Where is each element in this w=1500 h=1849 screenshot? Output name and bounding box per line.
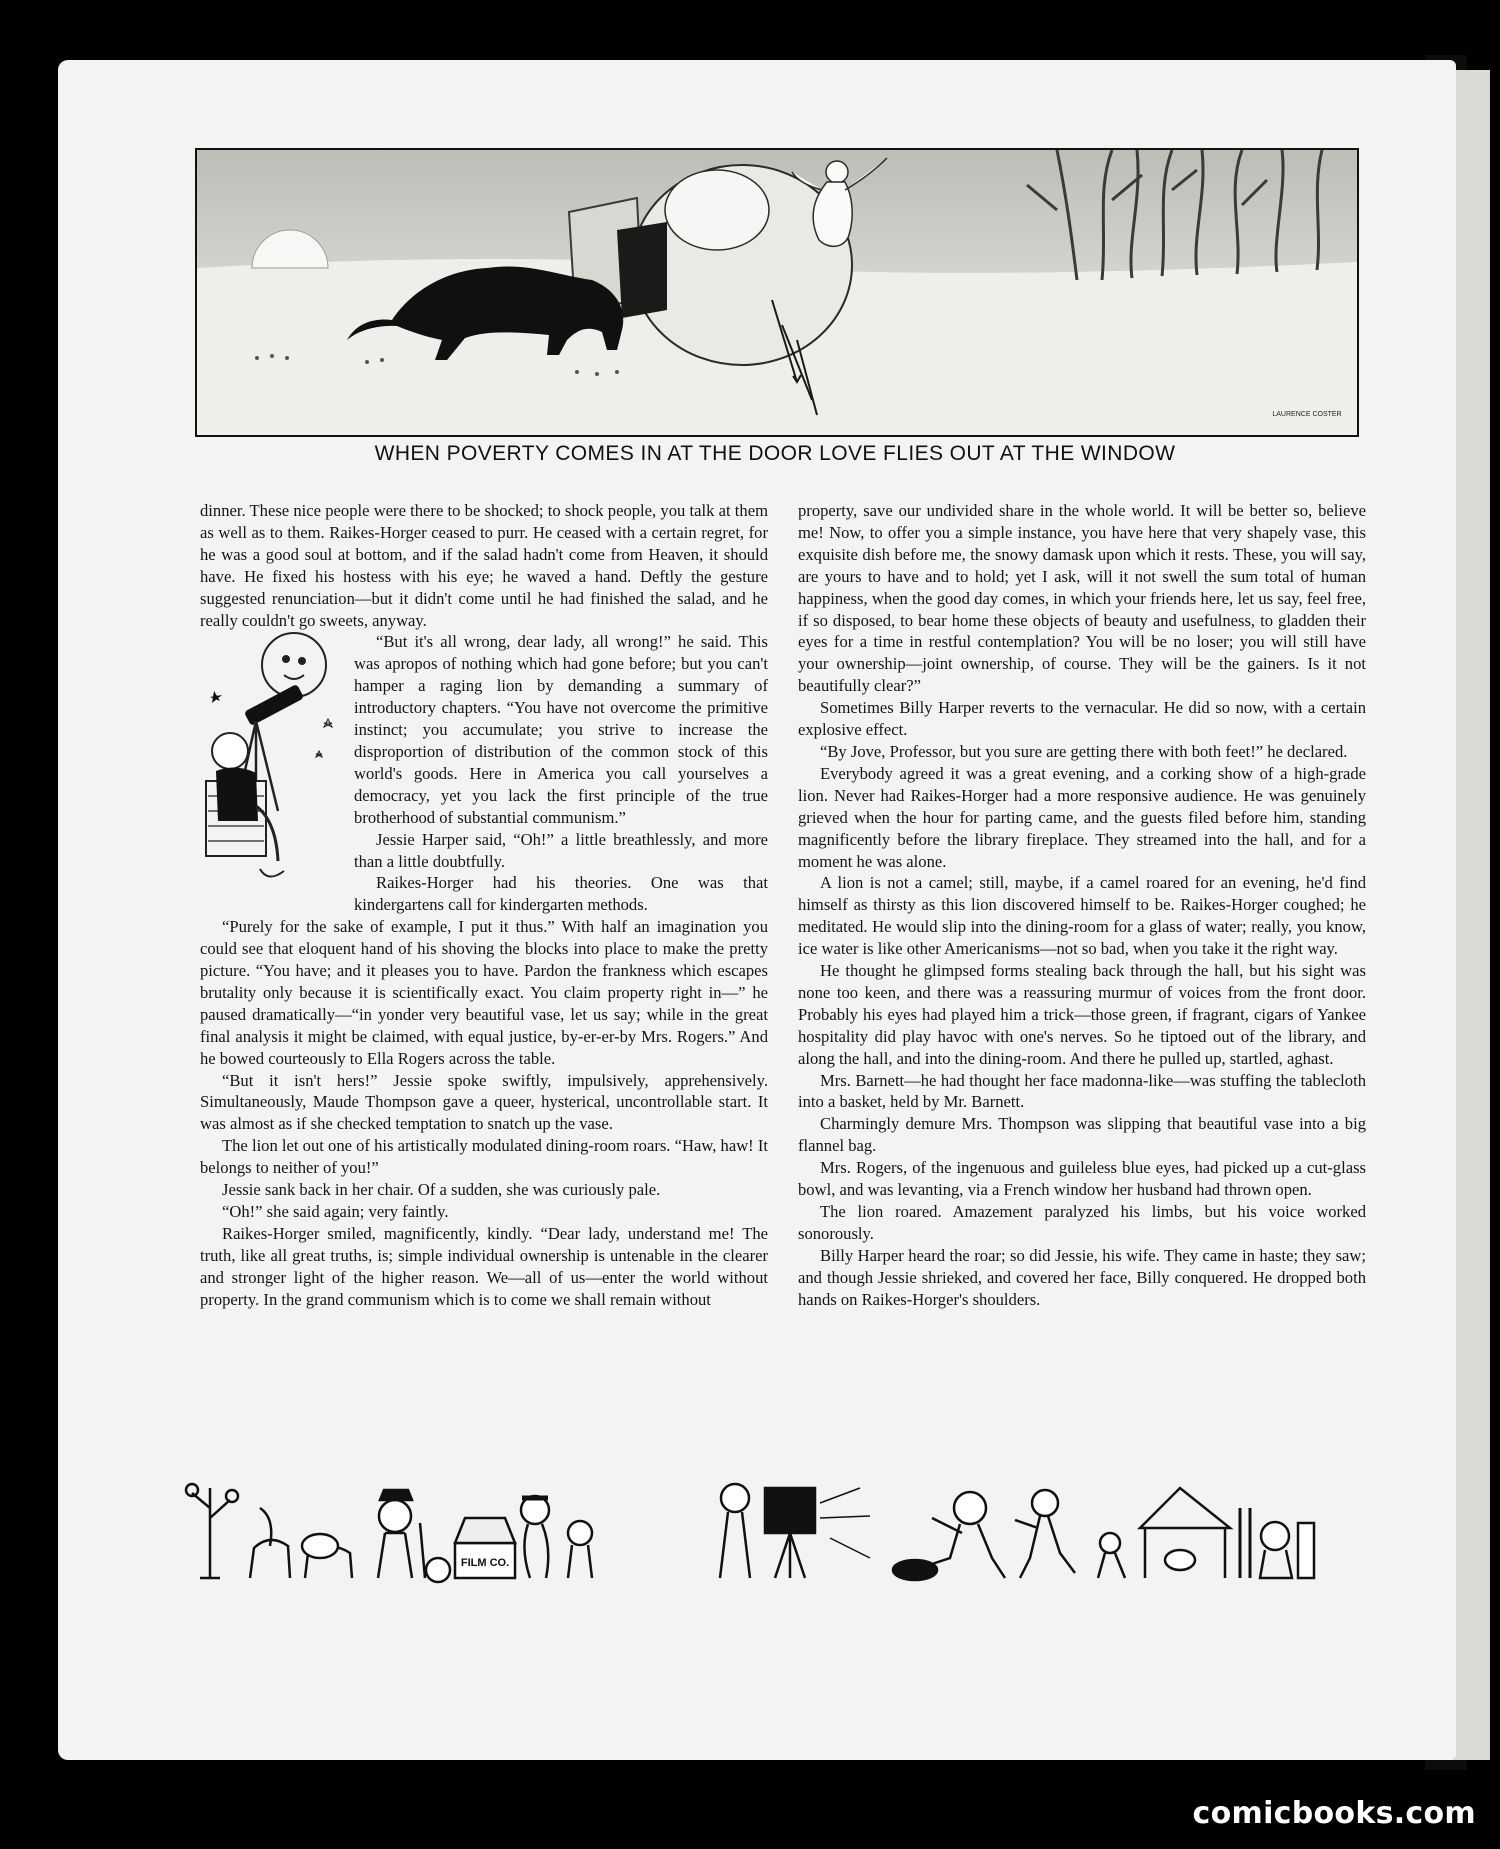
right-paragraph-6: He thought he glimpsed forms stealing back through the hall, but his sight was none too keen, and there was a reassuring murmur of voices from the front door. Probably his eyes had played him a trick—those green, if fragrant, cigars of Yankee hospitality did play havoc with one's nerves. So he tiptoed out of the library, and along the hall, and into the dining-room. And there he pulled up, startled, aghast.: [798, 961, 1366, 1068]
header-illustration: [195, 148, 1359, 437]
left-paragraph-5: “Purely for the sake of example, I put it thus.” With half an imagination you could see that eloquent hand of his shoving the blocks into place to make the pretty picture. “You have; and it pleases you to have. Pardon the frankness which escapes brutality only because it is scientifically exact. You claim property right in—” he paused dramatically—“in yonder very beautiful vase, let us say; while in the great final analysis it might be claimed, with equal justice, by-er-er-by Mrs. Rogers.” And he bowed courteously to Ella Rogers across the table.: [200, 917, 768, 1068]
right-paragraph-2: Sometimes Billy Harper reverts to the vernacular. He did so now, with a certain explosive effect.: [798, 698, 1366, 740]
right-paragraph-9: Mrs. Rogers, of the ingenuous and guileless blue eyes, had picked up a cut-glass bowl, and was levanting, via a French window her husband had thrown open.: [798, 1158, 1366, 1200]
left-text-column: [200, 500, 768, 1311]
right-paragraph-11: Billy Harper heard the roar; so did Jessie, his wife. They came in haste; they saw; and though Jessie shrieked, and covered her face, Billy conquered. He dropped both hands on Raikes-Horger's shoulders.: [798, 1245, 1366, 1309]
left-paragraph-2: “But it's all wrong, dear lady, all wrong!” he said. This was apropos of nothing which had gone before; but you can't hamper a raging lion by demanding a summary of introductory chapters. “You have not overcome the primitive instinct; you accumulate; you strive to increase the disproportion of distribution of the common stock of this world's goods. Here in America you call yourselves a democracy, yet you lack the first principle of the true brotherhood of substantial communism.”: [354, 632, 768, 827]
film-box-label: FILM CO.: [460, 1557, 510, 1569]
footer-cartoon-strip: [180, 1448, 1380, 1598]
left-paragraph-4: Raikes-Horger had his theories. One was that kindergartens call for kindergarten methods.: [354, 873, 768, 915]
site-watermark: comicbooks.com: [1192, 1796, 1476, 1831]
astronomer-cartoon-icon: [196, 631, 346, 895]
left-paragraph-8: Jessie sank back in her chair. Of a sudden, she was curiously pale.: [222, 1180, 661, 1200]
right-paragraph-3: “By Jove, Professor, but you sure are getting there with both feet!” he declared.: [820, 741, 1348, 761]
left-paragraph-10: Raikes-Horger smiled, magnificently, kindly. “Dear lady, understand me! The truth, like all great truths, is; simple individual ownership is untenable in the clearer and stronger light of the higher reason. We—all of us—enter the world without property. In the grand communism which is to come we shall remain without: [200, 1223, 768, 1309]
right-text-column: [798, 500, 1366, 1311]
left-paragraph-9: “Oh!” she said again; very faintly.: [222, 1202, 449, 1221]
right-paragraph-5: A lion is not a camel; still, maybe, if a camel roared for an evening, he'd find himself as thirsty as this lion discovered himself to be. Raikes-Horger coughed; he meditated. He would slip into the dining-room for a glass of water; really, you know, ice water is like other Americanisms—not so bad, when you take it the right way.: [798, 873, 1366, 959]
right-paragraph-10: The lion roared. Amazement paralyzed his limbs, but his voice worked sonorously.: [798, 1202, 1366, 1243]
wolf-cupid-drawing-icon: [197, 150, 1357, 435]
left-paragraph-1: dinner. These nice people were there to be shocked; to shock people, you talk at them as well as to them. Raikes-Horger ceased to purr. He ceased with a certain regret, for he was a good soul at bottom, and if the salad hadn't come from Heaven, it should have. He fixed his hostess with his eye; he waved a hand. Deftly the gesture suggested renunciation—but it didn't come until he had finished the salad, and he really couldn't go sweets, anyway.: [200, 501, 768, 630]
left-paragraph-6: “But it isn't hers!” Jessie spoke swiftly, impulsively, apprehensively. Simultaneously, Maude Thompson gave a queer, hysterical, uncontrollable start. It was almost as if she checked temptation to snatch up the vase.: [200, 1070, 768, 1134]
left-paragraph-7: The lion let out one of his artistically modulated dining-room roars. “Haw, haw! It belongs to neither of you!”: [200, 1136, 768, 1178]
film-company-cartoon-icon: [180, 1448, 1380, 1598]
right-paragraph-8: Charmingly demure Mrs. Thompson was slipping that beautiful vase into a big flannel bag.: [798, 1114, 1366, 1156]
left-paragraph-3: Jessie Harper said, “Oh!” a little breathlessly, and more than a little doubtfully.: [354, 829, 768, 871]
illustration-caption: WHEN POVERTY COMES IN AT THE DOOR LOVE FLIES OUT AT THE WINDOW: [374, 442, 1176, 465]
right-paragraph-4: Everybody agreed it was a great evening, and a corking show of a high-grade lion. Never had Raikes-Horger had a more responsive audience. He was genuinely grieved when the hour for parting came, and the guests filed before him, standing magnificently before the library fireplace. They streamed into the hall, and for a moment he was alone.: [798, 763, 1366, 871]
right-paragraph-7: Mrs. Barnett—he had thought her face madonna-like—was stuffing the tablecloth into a basket, held by Mr. Barnett.: [798, 1070, 1366, 1112]
right-paragraph-1: property, save our undivided share in the whole world. It will be better so, believe me! Now, to offer you a simple instance, you have here that very shapely vase, this exquisite dish before me, the snowy damask upon which it rests. These, you will say, are yours to have and to hold; yet I ask, will it not swell the sum total of human happiness, when the good day comes, in which your friends here, let us say, feel free, if so disposed, to bear home these objects of beauty and usefulness, to gladden their eyes for a time in restful contemplation? You will be no loser; you will still have your ownership—joint ownership, of course. They will be the gainers. Is it not beautifully clear?”: [798, 501, 1366, 696]
artist-signature: LAURENCE COSTER: [1272, 411, 1342, 418]
